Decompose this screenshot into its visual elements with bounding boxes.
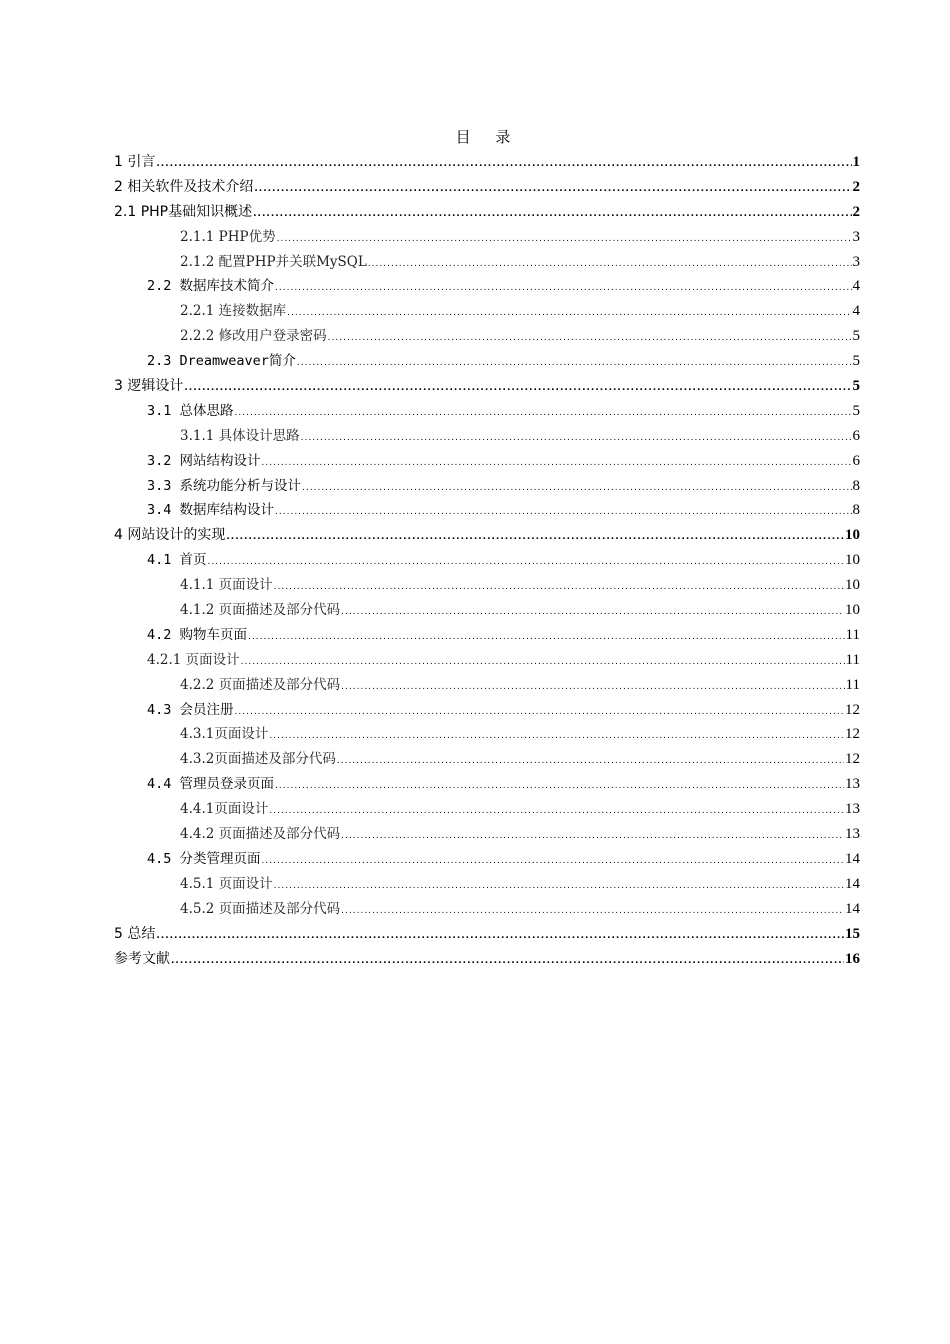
- toc-leader-dots: [287, 301, 851, 326]
- toc-entry-label: 4.2 购物车页面: [147, 626, 248, 643]
- toc-entry-label: 2 相关软件及技术介绍: [114, 178, 254, 195]
- toc-entry[interactable]: [114, 797, 860, 822]
- toc-entry[interactable]: [114, 399, 860, 424]
- toc-entry[interactable]: [114, 225, 860, 250]
- toc-leader-dots: [341, 899, 844, 924]
- toc-entry[interactable]: [114, 847, 860, 872]
- toc-entry[interactable]: [114, 523, 860, 548]
- toc-leader-dots: [368, 252, 852, 277]
- toc-entry[interactable]: [114, 872, 860, 897]
- toc-entry-page-number: 5: [852, 328, 860, 345]
- toc-leader-dots: [171, 949, 844, 974]
- toc-entry-label: 2.2.2 修改用户登录密码: [180, 328, 327, 345]
- toc-entry[interactable]: [114, 573, 860, 598]
- toc-entry-page-number: 10: [845, 552, 860, 569]
- toc-leader-dots: [269, 724, 844, 749]
- toc-entry-page-number: 5: [852, 353, 860, 370]
- toc-entry-page-number: 10: [845, 577, 860, 594]
- toc-leader-dots: [337, 749, 844, 774]
- toc-entry-label: 4.5.1 页面设计: [180, 875, 273, 892]
- toc-entry-label: 2.1.1 PHP优势: [180, 228, 276, 245]
- toc-entry-page-number: 6: [852, 427, 860, 444]
- toc-leader-dots: [253, 202, 851, 227]
- toc-entry-page-number: 3: [852, 253, 860, 270]
- toc-entry-label: 2.1.2 配置PHP并关联MySQL: [180, 253, 367, 270]
- toc-entry-label: 5 总结: [114, 925, 156, 942]
- toc-entry-label: 4.5.2 页面描述及部分代码: [180, 900, 341, 917]
- toc-entry-label: 4.4.2 页面描述及部分代码: [180, 826, 341, 843]
- toc-leader-dots: [341, 600, 844, 625]
- toc-entry[interactable]: [114, 897, 860, 922]
- toc-entry[interactable]: [114, 772, 860, 797]
- toc-entry-label: 2.2.1 连接数据库: [180, 303, 287, 320]
- toc-entry[interactable]: [114, 598, 860, 623]
- toc-leader-dots: [262, 451, 852, 476]
- toc-entry[interactable]: [114, 922, 860, 947]
- toc-leader-dots: [274, 575, 844, 600]
- toc-leader-dots: [235, 401, 852, 426]
- toc-entry-page-number: 2: [852, 203, 860, 220]
- toc-entry[interactable]: [114, 474, 860, 499]
- toc-entry[interactable]: [114, 175, 860, 200]
- toc-leader-dots: [208, 550, 844, 575]
- toc-entry[interactable]: [114, 498, 860, 523]
- toc-entry-label: 2.1 PHP基础知识概述: [114, 203, 253, 220]
- toc-entry-label: 4.4.1页面设计: [180, 801, 269, 818]
- toc-entry[interactable]: [114, 947, 860, 972]
- toc-entry-page-number: 12: [845, 751, 860, 768]
- table-of-contents: [114, 150, 860, 971]
- toc-entry-page-number: 2: [852, 178, 860, 195]
- toc-leader-dots: [301, 426, 852, 451]
- toc-entry-label: 3.1.1 具体设计思路: [180, 427, 300, 444]
- toc-entry[interactable]: [114, 150, 860, 175]
- toc-entry-label: 4.1.1 页面设计: [180, 577, 273, 594]
- toc-entry[interactable]: [114, 274, 860, 299]
- toc-leader-dots: [248, 625, 845, 650]
- toc-entry-page-number: 11: [845, 626, 860, 643]
- toc-leader-dots: [254, 177, 851, 202]
- toc-entry-page-number: 8: [852, 502, 860, 519]
- toc-leader-dots: [184, 376, 851, 401]
- toc-entry[interactable]: [114, 698, 860, 723]
- toc-entry-label: 3 逻辑设计: [114, 378, 184, 395]
- toc-entry[interactable]: [114, 747, 860, 772]
- toc-entry-label: 4.3.1页面设计: [180, 726, 269, 743]
- toc-leader-dots: [341, 675, 844, 700]
- toc-entry-label: 3.2 网站结构设计: [147, 452, 261, 469]
- toc-leader-dots: [241, 650, 845, 675]
- toc-leader-dots: [297, 351, 852, 376]
- toc-entry-label: 4.2.1 页面设计: [147, 651, 240, 668]
- toc-entry-label: 2.2 数据库技术简介: [147, 278, 275, 295]
- toc-entry-page-number: 4: [852, 303, 860, 320]
- toc-entry-page-number: 3: [852, 228, 860, 245]
- toc-entry[interactable]: [114, 299, 860, 324]
- toc-entry-page-number: 5: [852, 402, 860, 419]
- toc-entry-page-number: 12: [845, 726, 860, 743]
- toc-entry[interactable]: [114, 648, 860, 673]
- toc-entry[interactable]: [114, 200, 860, 225]
- toc-entry-page-number: 11: [845, 651, 860, 668]
- toc-leader-dots: [235, 700, 844, 725]
- toc-entry-label: 4.1 首页: [147, 552, 207, 569]
- toc-entry-label: 参考文献: [114, 950, 170, 967]
- toc-entry-label: 2.3 Dreamweaver简介: [147, 353, 296, 370]
- toc-entry-page-number: 14: [845, 850, 860, 867]
- toc-leader-dots: [274, 874, 844, 899]
- toc-leader-dots: [269, 799, 844, 824]
- toc-entry-page-number: 4: [852, 278, 860, 295]
- toc-leader-dots: [328, 326, 852, 351]
- toc-entry[interactable]: [114, 722, 860, 747]
- toc-entry-label: 1 引言: [114, 154, 156, 170]
- toc-entry-page-number: 11: [845, 676, 860, 693]
- toc-entry[interactable]: [114, 250, 860, 275]
- toc-leader-dots: [277, 227, 852, 252]
- toc-entry[interactable]: [114, 623, 860, 648]
- toc-entry-page-number: 6: [852, 452, 860, 469]
- toc-entry-page-number: 13: [845, 776, 860, 793]
- toc-entry-page-number: 5: [852, 378, 860, 395]
- toc-entry[interactable]: [114, 822, 860, 847]
- toc-entry-page-number: 13: [845, 826, 860, 843]
- toc-entry-label: 4.1.2 页面描述及部分代码: [180, 602, 341, 619]
- toc-leader-dots: [156, 924, 844, 949]
- toc-entry-label: 4.3.2页面描述及部分代码: [180, 751, 336, 768]
- toc-entry-label: 4.3 会员注册: [147, 701, 234, 718]
- toc-entry-label: 4.5 分类管理页面: [147, 850, 261, 867]
- toc-entry-label: 3.4 数据库结构设计: [147, 502, 275, 519]
- toc-entry-label: 3.1 总体思路: [147, 402, 234, 419]
- toc-entry[interactable]: [114, 548, 860, 573]
- toc-entry[interactable]: [114, 673, 860, 698]
- toc-entry-page-number: 15: [845, 925, 860, 942]
- toc-entry[interactable]: [114, 449, 860, 474]
- toc-entry[interactable]: [114, 424, 860, 449]
- toc-entry-page-number: 10: [845, 527, 860, 544]
- toc-entry-label: 4.4 管理员登录页面: [147, 776, 275, 793]
- toc-entry-page-number: 1: [852, 154, 860, 170]
- toc-entry-page-number: 8: [852, 477, 860, 494]
- toc-entry-label: 3.3 系统功能分析与设计: [147, 477, 302, 494]
- toc-leader-dots: [341, 824, 844, 849]
- toc-entry-page-number: 14: [845, 900, 860, 917]
- toc-leader-dots: [275, 774, 844, 799]
- toc-entry-page-number: 10: [845, 602, 860, 619]
- toc-entry[interactable]: [114, 374, 860, 399]
- toc-entry-page-number: 14: [845, 875, 860, 892]
- toc-leader-dots: [302, 476, 851, 501]
- toc-leader-dots: [262, 849, 844, 874]
- toc-entry[interactable]: [114, 324, 860, 349]
- toc-leader-dots: [156, 152, 851, 177]
- toc-entry[interactable]: [114, 349, 860, 374]
- toc-entry-page-number: 13: [845, 801, 860, 818]
- page-title: 目 录: [455, 128, 521, 146]
- toc-entry-label: 4.2.2 页面描述及部分代码: [180, 676, 341, 693]
- toc-entry-page-number: 16: [845, 950, 860, 967]
- toc-entry-label: 4 网站设计的实现: [114, 527, 226, 544]
- toc-leader-dots: [226, 525, 844, 550]
- toc-entry-page-number: 12: [845, 701, 860, 718]
- toc-leader-dots: [275, 276, 851, 301]
- toc-leader-dots: [275, 500, 851, 525]
